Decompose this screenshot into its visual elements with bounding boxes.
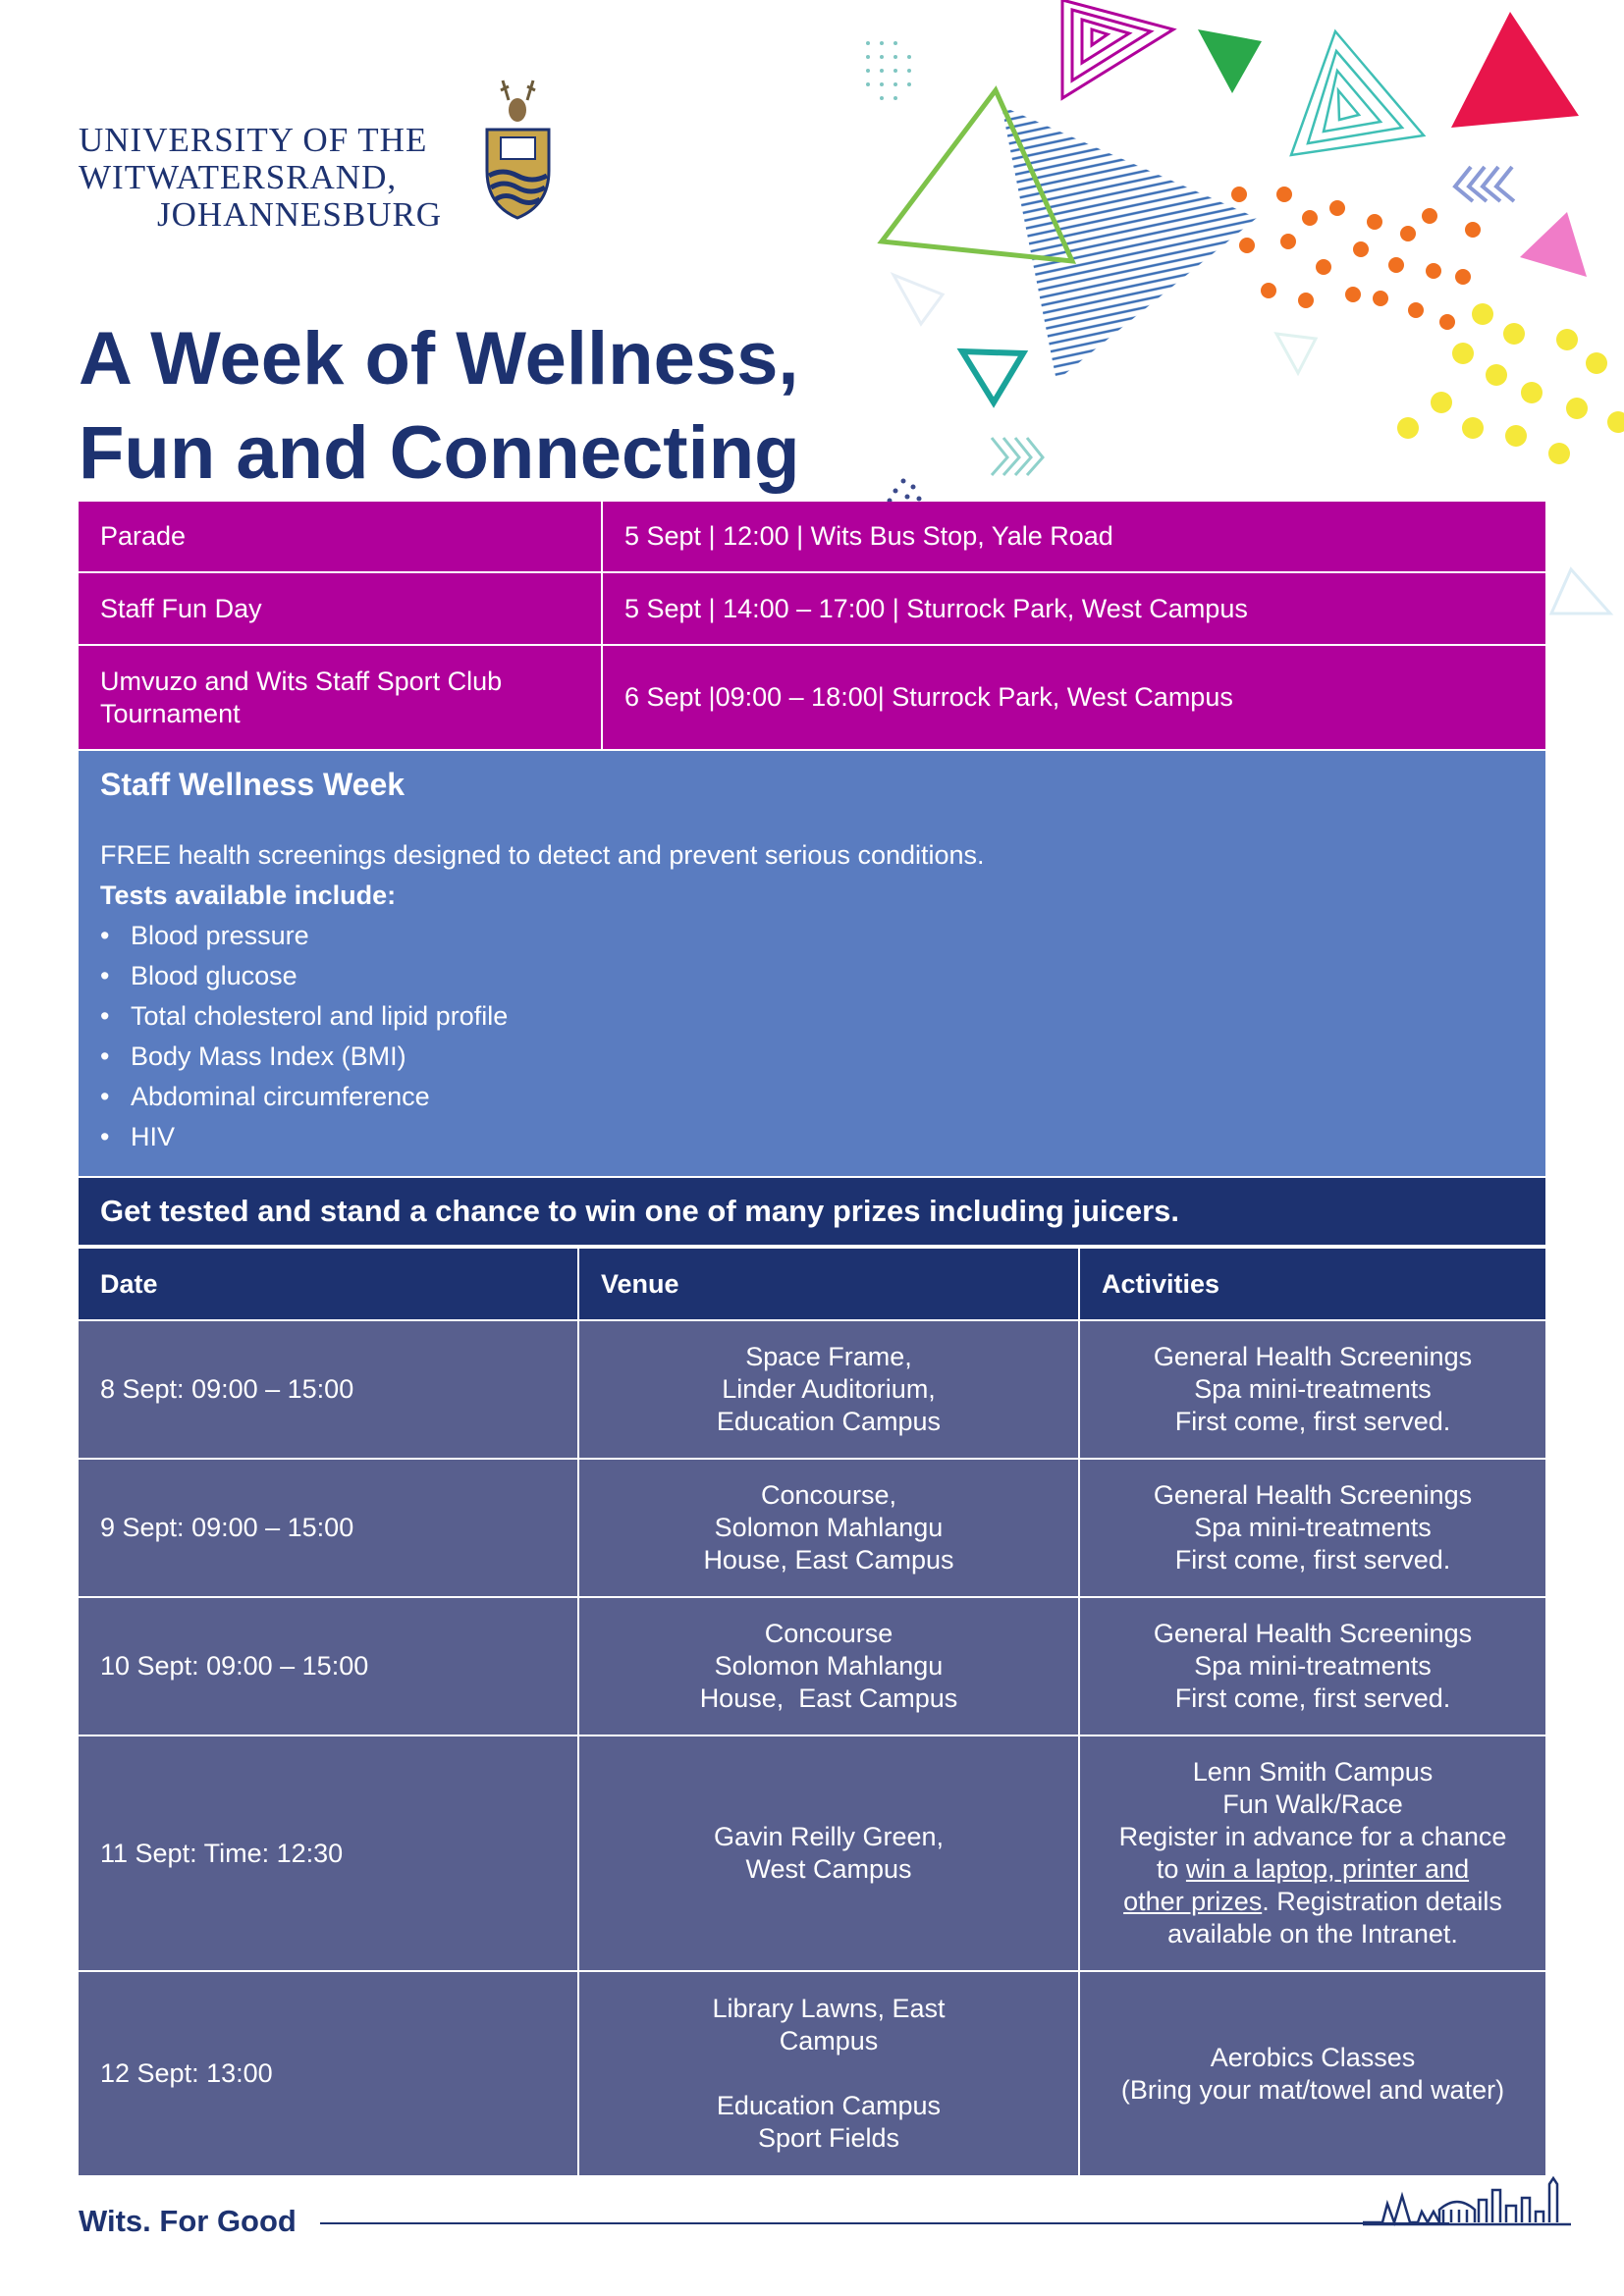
footer-tagline: Wits. For Good bbox=[79, 2204, 297, 2238]
venue-line: Linder Auditorium, bbox=[722, 1374, 936, 1404]
activity-line: General Health Screenings bbox=[1153, 1480, 1473, 1510]
footer-divider bbox=[320, 2222, 1449, 2224]
table-row bbox=[79, 1736, 1545, 1972]
venue-line: Campus bbox=[779, 2026, 879, 2056]
university-crest-icon bbox=[481, 73, 555, 220]
activity-line: Spa mini-treatments bbox=[1194, 1651, 1432, 1681]
list-item: • Blood glucose bbox=[100, 956, 1524, 996]
event-row bbox=[79, 502, 1545, 573]
staff-wellness-section bbox=[79, 751, 1545, 1176]
logo-line-1: UNIVERSITY OF THE bbox=[79, 121, 428, 159]
venue-line: Education Campus bbox=[716, 2091, 942, 2120]
date-cell: 12 Sept: 13:00 bbox=[79, 1972, 579, 2175]
list-item: • Body Mass Index (BMI) bbox=[100, 1037, 1524, 1077]
activity-line: Register in advance for a chance bbox=[1118, 1822, 1507, 1851]
list-item: • Total cholesterol and lipid profile bbox=[100, 996, 1524, 1037]
activity-line: First come, first served. bbox=[1174, 1545, 1451, 1575]
venue-line: Sport Fields bbox=[757, 2123, 900, 2153]
activity-line: Aerobics Classes bbox=[1210, 2042, 1416, 2072]
prize-banner: Get tested and stand a chance to win one of many prizes including juicers. bbox=[79, 1178, 1545, 1247]
venue-line: Concourse bbox=[764, 1619, 893, 1648]
venue-line: Library Lawns, East bbox=[712, 1994, 946, 2023]
activity-line: Lenn Smith Campus bbox=[1192, 1757, 1434, 1787]
activity-text: to bbox=[1156, 1854, 1186, 1884]
list-item: • Abdominal circumference bbox=[100, 1077, 1524, 1117]
column-header-activities: Activities bbox=[1102, 1268, 1220, 1299]
venue-line: West Campus bbox=[745, 1854, 912, 1884]
footer bbox=[79, 2204, 1571, 2282]
date-cell: 11 Sept: Time: 12:30 bbox=[79, 1736, 579, 1970]
activity-line: available on the Intranet. bbox=[1167, 1919, 1458, 1949]
date-cell: 9 Sept: 09:00 – 15:00 bbox=[79, 1460, 579, 1596]
prizes-link[interactable]: other prizes bbox=[1123, 1887, 1263, 1916]
event-details: 6 Sept |09:00 – 18:00| Sturrock Park, West Campus bbox=[624, 682, 1233, 712]
venue-line: Solomon Mahlangu bbox=[714, 1651, 944, 1681]
table-row bbox=[79, 1460, 1545, 1598]
event-name: Staff Fun Day bbox=[79, 573, 603, 644]
date-cell: 8 Sept: 09:00 – 15:00 bbox=[79, 1321, 579, 1458]
activity-line bbox=[1123, 1886, 1502, 1918]
event-row bbox=[79, 646, 1545, 751]
activities-cell bbox=[1080, 1321, 1545, 1458]
prizes-link[interactable]: win a laptop, printer and bbox=[1185, 1854, 1470, 1884]
venue-cell bbox=[579, 1972, 1080, 2175]
tests-heading: Tests available include: bbox=[100, 881, 397, 910]
venue-line: Solomon Mahlangu bbox=[714, 1513, 944, 1542]
venue-line: Space Frame, bbox=[745, 1342, 912, 1371]
table-row bbox=[79, 1972, 1545, 2175]
university-logo bbox=[79, 73, 569, 249]
venue-cell bbox=[579, 1460, 1080, 1596]
venue-line: Gavin Reilly Green, bbox=[713, 1822, 945, 1851]
wellness-intro: FREE health screenings designed to detect and prevent serious conditions. bbox=[100, 840, 985, 870]
activities-cell bbox=[1080, 1972, 1545, 2175]
event-name: Parade bbox=[79, 502, 603, 571]
activities-cell bbox=[1080, 1460, 1545, 1596]
activity-line: First come, first served. bbox=[1174, 1683, 1451, 1713]
venue-line: House, East Campus bbox=[703, 1545, 954, 1575]
activity-line: Spa mini-treatments bbox=[1194, 1513, 1432, 1542]
wellness-heading: Staff Wellness Week bbox=[100, 767, 406, 802]
activities-cell bbox=[1080, 1598, 1545, 1735]
venue-line: House, East Campus bbox=[699, 1683, 958, 1713]
activity-line: Spa mini-treatments bbox=[1194, 1374, 1432, 1404]
events-table bbox=[79, 502, 1545, 751]
logo-wordmark bbox=[79, 122, 442, 234]
city-skyline-icon bbox=[1363, 2176, 1571, 2241]
logo-line-2: WITWATERSRAND, bbox=[79, 158, 398, 196]
activity-line bbox=[1157, 1853, 1469, 1886]
schedule-header-row bbox=[79, 1249, 1545, 1321]
event-details: 5 Sept | 14:00 – 17:00 | Sturrock Park, West Campus bbox=[624, 593, 1248, 623]
table-row bbox=[79, 1598, 1545, 1736]
event-details: 5 Sept | 12:00 | Wits Bus Stop, Yale Road bbox=[624, 521, 1113, 551]
activity-line: General Health Screenings bbox=[1153, 1342, 1473, 1371]
page-title bbox=[79, 312, 800, 501]
activity-line: (Bring your mat/towel and water) bbox=[1120, 2074, 1505, 2105]
column-header-venue: Venue bbox=[579, 1249, 1080, 1319]
tests-list bbox=[100, 916, 1524, 1157]
column-header-date: Date bbox=[79, 1249, 579, 1319]
activity-line: General Health Screenings bbox=[1153, 1619, 1473, 1648]
title-line-2: Fun and Connecting bbox=[79, 411, 800, 495]
venue-line: Education Campus bbox=[716, 1407, 942, 1436]
event-row bbox=[79, 573, 1545, 646]
venue-line: Concourse, bbox=[760, 1480, 897, 1510]
activity-line: Fun Walk/Race bbox=[1222, 1789, 1403, 1819]
activity-line: First come, first served. bbox=[1174, 1407, 1451, 1436]
event-name: Umvuzo and Wits Staff Sport Club Tournament bbox=[79, 646, 603, 749]
activity-text: . Registration details bbox=[1262, 1887, 1502, 1916]
list-item: • HIV bbox=[100, 1117, 1524, 1157]
venue-cell bbox=[579, 1736, 1080, 1970]
table-row bbox=[79, 1321, 1545, 1460]
activities-cell bbox=[1080, 1736, 1545, 1970]
date-cell: 10 Sept: 09:00 – 15:00 bbox=[79, 1598, 579, 1735]
schedule-table bbox=[79, 1249, 1545, 2175]
venue-cell bbox=[579, 1321, 1080, 1458]
venue-cell bbox=[579, 1598, 1080, 1735]
title-line-1: A Week of Wellness, bbox=[79, 317, 799, 400]
logo-line-3: JOHANNESBURG bbox=[157, 195, 443, 234]
list-item: • Blood pressure bbox=[100, 916, 1524, 956]
